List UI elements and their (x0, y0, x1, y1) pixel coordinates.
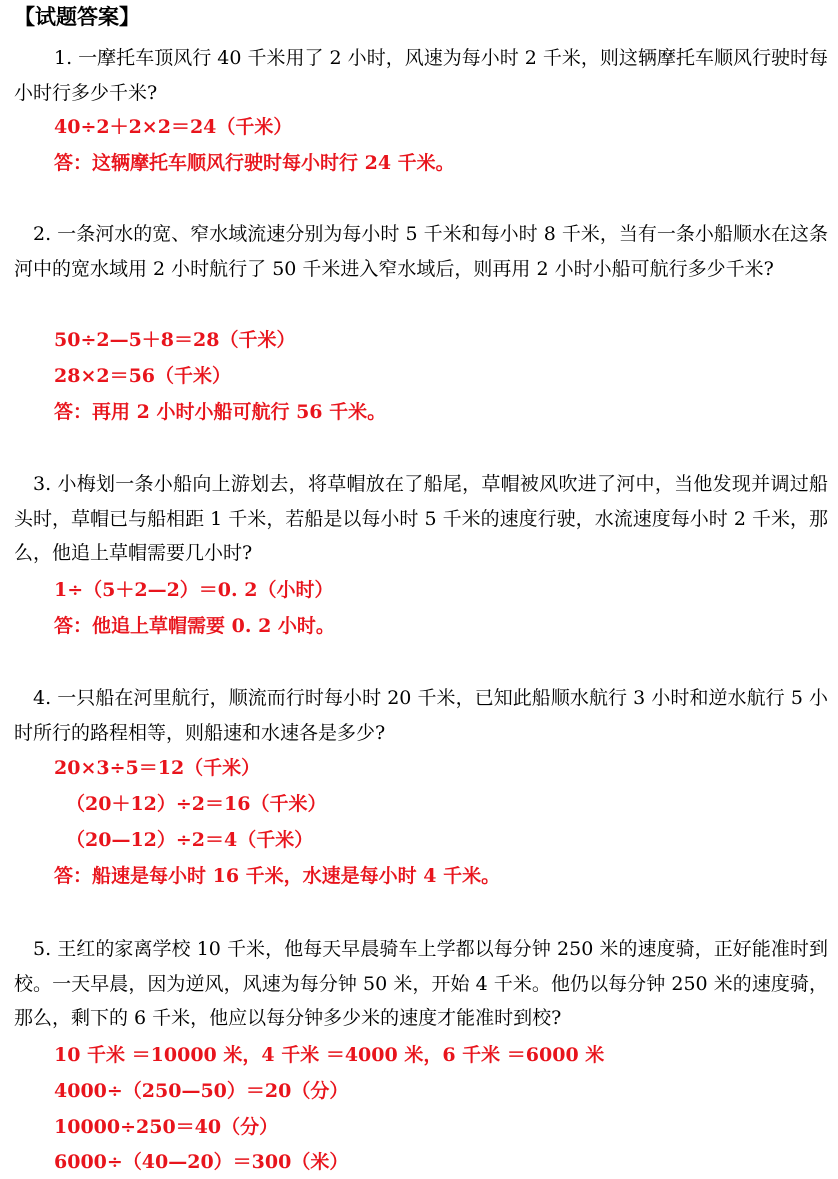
problem-1-answer: 答：这辆摩托车顺风行驶时每小时行 24 千米。 (54, 152, 455, 174)
problem-4-answer: 答：船速是每小时 16 千米，水速是每小时 4 千米。 (54, 865, 501, 887)
problem-5-solution-3: 10000÷250＝40（分） (54, 1116, 279, 1138)
problem-5-solution-4: 6000÷（40—20）＝300（米） (54, 1151, 349, 1173)
problem-4-question: 4. 一只船在河里航行，顺流而行时每小时 20 千米，已知此船顺水航行 3 小时和逆水航行 5 小时所行的路程相等，则船速和水速各是多少? (14, 687, 828, 744)
problem-4-solution-2: （20＋12）÷2＝16（千米） (66, 793, 327, 815)
problem-3-answer: 答：他追上草帽需要 0. 2 小时。 (54, 615, 335, 637)
problem-3-question: 3. 小梅划一条小船向上游划去，将草帽放在了船尾，草帽被风吹进了河中，当他发现并调过船头时，草帽已与船相距 1 千米，若船是以每小时 5 千米的速度行驶，水流速度每小时 2 千米，那么，他追上草帽需要几小时? (14, 473, 828, 564)
problem-3-solution-1: 1÷（5＋2—2）＝0. 2（小时） (54, 579, 334, 601)
problem-2-solution-2: 28×2＝56（千米） (54, 365, 232, 387)
problem-4-solution-3: （20—12）÷2＝4（千米） (66, 829, 314, 851)
problem-5-solution-1: 10 千米 ＝10000 米，4 千米 ＝4000 米，6 千米 ＝6000 米 (54, 1044, 605, 1066)
problem-2-question: 2. 一条河水的宽、窄水域流速分别为每小时 5 千米和每小时 8 千米，当有一条小船顺水在这条河中的宽水域用 2 小时航行了 50 千米进入窄水域后，则再用 2 小时小船可航行多少千米? (14, 223, 828, 280)
problem-4-solution-1: 20×3÷5＝12（千米） (54, 757, 261, 779)
section-heading: 【试题答案】 (14, 5, 140, 29)
problem-5-solution-2: 4000÷（250—50）＝20（分） (54, 1080, 349, 1102)
problem-2-answer: 答：再用 2 小时小船可航行 56 千米。 (54, 401, 387, 423)
problem-1-question: 1. 一摩托车顶风行 40 千米用了 2 小时，风速为每小时 2 千米，则这辆摩托车顺风行驶时每小时行多少千米? (14, 47, 828, 104)
problem-1-solution-1: 40÷2＋2×2＝24（千米） (54, 116, 293, 138)
problem-5-question: 5. 王红的家离学校 10 千米，他每天早晨骑车上学都以每分钟 250 米的速度骑，正好能准时到校。一天早晨，因为逆风，风速为每分钟 50 米，开始 4 千米。他仍以每分钟 250 米的速度骑，那么，剩下的 6 千米，他应以每分钟多少米的速度才能准时到校? (14, 938, 828, 1029)
problem-2-solution-1: 50÷2—5＋8＝28（千米） (54, 329, 296, 351)
